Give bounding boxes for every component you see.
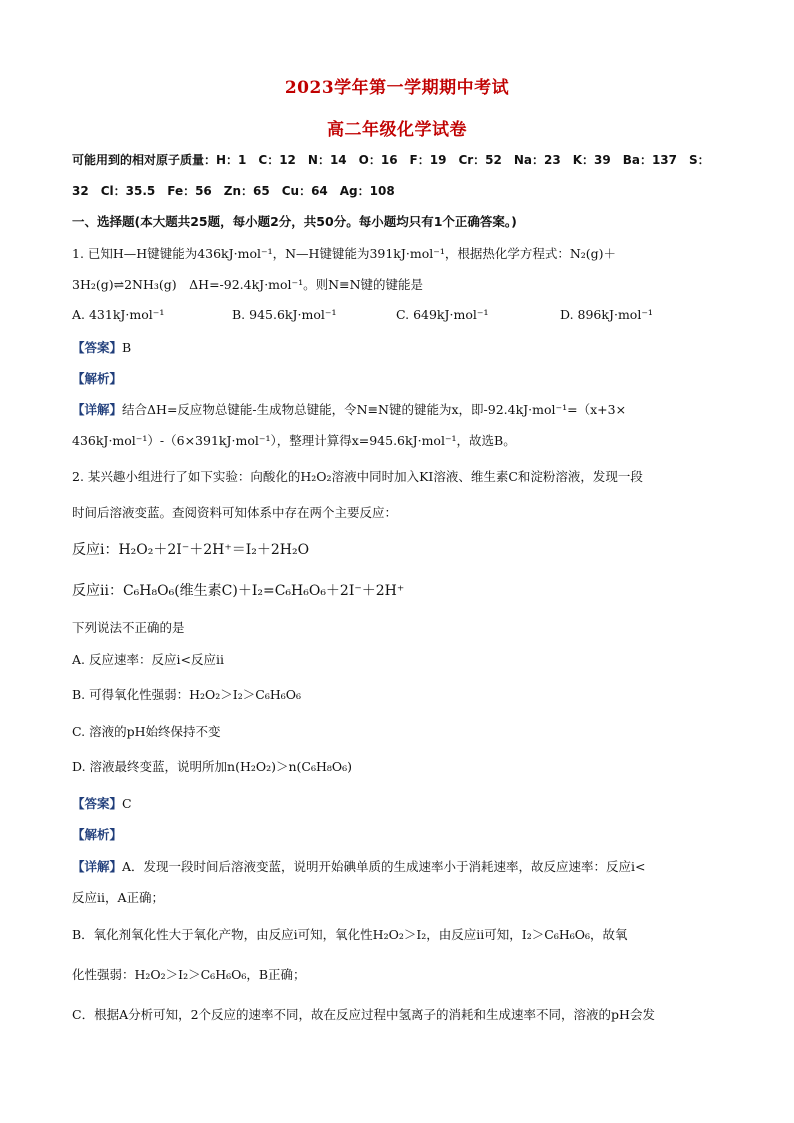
q1-answer — [72, 338, 727, 358]
q1-stem-line-2: 3H₂(g)⇌2NH₃(g) ΔH=-92.4kJ·mol⁻¹。则N≡N键的键能是 — [72, 277, 424, 292]
atomic-mass-line-1: 可能用到的相对原子质量：H：1 C：12 N：14 O：16 F：19 Cr：52 Na：23 K：39 Ba：137 S： — [72, 153, 710, 167]
exam-subtitle: 高二年级化学试卷 — [327, 120, 467, 140]
detail-tag: 【详解】 — [72, 402, 123, 417]
q1-answer-value: B — [122, 340, 132, 355]
q2-detail-b-2: 化性强弱：H₂O₂＞I₂＞C₆H₆O₆，B正确； — [72, 967, 306, 982]
q1-option-c: C. 649kJ·mol⁻¹ — [396, 307, 489, 322]
q2-detail-a-2: 反应ⅱ，A正确； — [72, 890, 165, 905]
q2-stem-line-2: 时间后溶液变蓝。查阅资料可知体系中存在两个主要反应： — [72, 505, 398, 520]
analysis-tag: 【解析】 — [72, 371, 123, 386]
q1-detail-line-1 — [72, 400, 727, 420]
q1-option-d: D. 896kJ·mol⁻¹ — [560, 307, 653, 322]
q2-option-a: A. 反应速率：反应ⅰ<反应ⅱ — [72, 652, 224, 667]
q2-analysis — [72, 825, 727, 845]
q2-detail-line-1 — [72, 857, 727, 877]
exam-title: 2023学年第一学期期中考试 — [284, 78, 510, 98]
q2-option-b: B. 可得氧化性强弱：H₂O₂＞I₂＞C₆H₆O₆ — [72, 687, 301, 702]
analysis-tag: 【解析】 — [72, 827, 123, 842]
q2-detail-b-1: B．氧化剂氧化性大于氧化产物，由反应ⅰ可知，氧化性H₂O₂＞I₂，由反应ⅱ可知，I₂＞C₆H₆O₆，故氧 — [72, 927, 628, 942]
q2-detail-a-1: A．发现一段时间后溶液变蓝，说明开始碘单质的生成速率小于消耗速率，故反应速率：反应ⅰ< — [122, 859, 646, 874]
q2-option-d: D. 溶液最终变蓝，说明所加n(H₂O₂)＞n(C₆H₈O₆) — [72, 759, 353, 774]
q1-option-b: B. 945.6kJ·mol⁻¹ — [232, 307, 337, 322]
q2-stem-line-1: 2. 某兴趣小组进行了如下实验：向酸化的H₂O₂溶液中同时加入KI溶液、维生素C和淀粉溶液，发现一段 — [72, 469, 643, 484]
q2-option-c: C. 溶液的pH始终保持不变 — [72, 724, 221, 739]
answer-tag: 【答案】 — [72, 796, 123, 811]
q1-option-a: A. 431kJ·mol⁻¹ — [72, 307, 165, 322]
q2-reaction-1: 反应ⅰ：H₂O₂＋2I⁻＋2H⁺＝I₂＋2H₂O — [72, 542, 310, 558]
answer-tag: 【答案】 — [72, 340, 123, 355]
q2-detail-c-1: C．根据A分析可知，2个反应的速率不同，故在反应过程中氢离子的消耗和生成速率不同，溶液的pH会发 — [72, 1007, 655, 1022]
atomic-mass-line-2: 32 Cl：35.5 Fe：56 Zn：65 Cu：64 Ag：108 — [72, 184, 395, 198]
detail-tag: 【详解】 — [72, 859, 123, 874]
q2-answer — [72, 794, 727, 814]
q1-detail-text-1: 结合ΔH=反应物总键能-生成物总键能，令N≡N键的键能为x，即-92.4kJ·mol⁻¹=（x+3× — [122, 402, 627, 417]
section-heading: 一、选择题(本大题共25题，每小题2分，共50分。每小题均只有1个正确答案。) — [72, 214, 517, 229]
q2-prompt: 下列说法不正确的是 — [72, 620, 185, 635]
q1-detail-line-2: 436kJ·mol⁻¹）-（6×391kJ·mol⁻¹），整理计算得x=945.6kJ·mol⁻¹，故选B。 — [72, 433, 516, 448]
q1-analysis — [72, 369, 727, 389]
q1-stem-line-1: 1. 已知H—H键键能为436kJ·mol⁻¹，N—H键键能为391kJ·mol⁻¹，根据热化学方程式：N₂(g)＋ — [72, 246, 617, 261]
q2-answer-value: C — [122, 796, 132, 811]
q2-reaction-2: 反应ⅱ：C₆H₈O₆(维生素C)＋I₂=C₆H₆O₆＋2I⁻＋2H⁺ — [72, 583, 405, 599]
